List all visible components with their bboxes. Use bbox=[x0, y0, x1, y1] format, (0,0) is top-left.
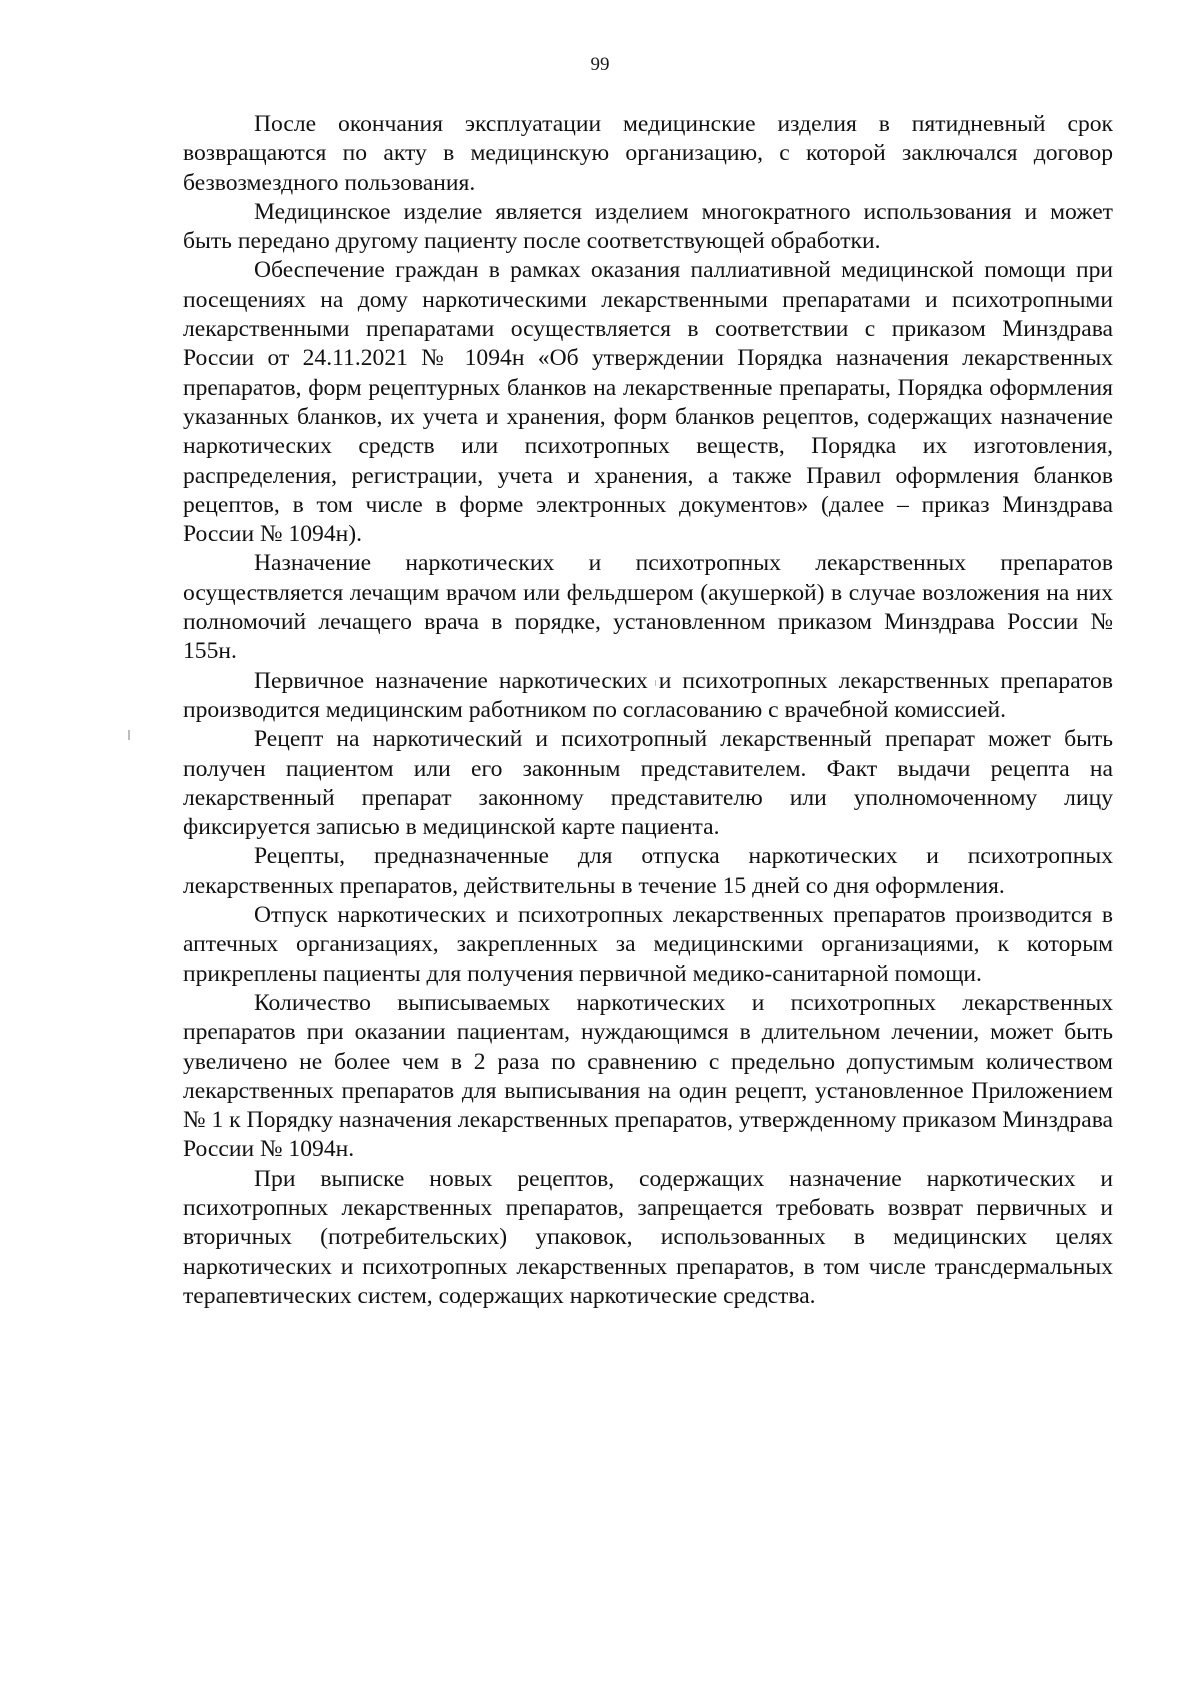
paragraph: Назначение наркотических и психотропных лекарственных препаратов осуществляется лечащим врачом или фельдшером (акушеркой) в случае возложения на них полномочий лечащего врача в порядке, установленном приказом Минздрава России № 155н. bbox=[183, 550, 1113, 665]
paragraph: Рецепты, предназначенные для отпуска наркотических и психотропных лекарственных препаратов, действительны в течение 15 дней со дня оформления. bbox=[183, 843, 1113, 899]
paragraph: Обеспечение граждан в рамках оказания паллиативной медицинской помощи при посещениях на дому наркотическими лекарственными препаратами и психотропными лекарственными препаратами осуществляется в соответствии с приказом Минздрава России от 24.11.2021 № 1094н «Об утверждении Порядка назначения лекарственных препаратов, форм рецептурных бланков на лекарственные препараты, Порядка оформления указанных бланков, их учета и хранения, форм бланков рецептов, содержащих назначение наркотических средств или психотропных веществ, Порядка их изготовления, распределения, регистрации, учета и хранения, а также Правил оформления бланков рецептов, в том числе в форме электронных документов» (далее – приказ Минздрава России № 1094н). bbox=[183, 257, 1113, 548]
document-body bbox=[183, 110, 1113, 1311]
page-number: 99 bbox=[590, 54, 610, 75]
paragraph: Первичное назначение наркотических и психотропных лекарственных препаратов производится медицинским работником по согласованию с врачебной комиссией. bbox=[183, 667, 1113, 723]
paragraph: Медицинское изделие является изделием многократного использования и может быть передано другому пациенту после соответствующей обработки. bbox=[183, 198, 1113, 255]
paragraph: Отпуск наркотических и психотропных лекарственных препаратов производится в аптечных организациях, закрепленных за медицинскими организациями, к которым прикреплены пациенты для получения первичной медико-санитарной помощи. bbox=[183, 902, 1113, 987]
scan-artifact bbox=[128, 730, 130, 740]
paragraph: Количество выписываемых наркотических и психотропных лекарственных препаратов при оказании пациентам, нуждающимся в длительном лечении, может быть увеличено не более чем в 2 раза по сравнению с предельно допустимым количеством лекарственных препаратов для выписывания на один рецепт, установленное Приложением № 1 к Порядку назначения лекарственных препаратов, утвержденному приказом Минздрава России № 1094н. bbox=[183, 989, 1113, 1163]
paragraph: После окончания эксплуатации медицинские изделия в пятидневный срок возвращаются по акту в медицинскую организацию, с которой заключался договор безвозмездного пользования. bbox=[183, 111, 1113, 196]
paragraph: Рецепт на наркотический и психотропный лекарственный препарат может быть получен пациентом или его законным представителем. Факт выдачи рецепта на лекарственный препарат законному представителю или уполномоченному лицу фиксируется записью в медицинской карте пациента. bbox=[183, 726, 1113, 841]
paragraph: При выписке новых рецептов, содержащих назначение наркотических и психотропных лекарственных препаратов, запрещается требовать возврат первичных и вторичных (потребительских) упаковок, использованных в медицинских целях наркотических и психотропных лекарственных препаратов, в том числе трансдермальных терапевтических систем, содержащих наркотические средства. bbox=[183, 1165, 1113, 1309]
